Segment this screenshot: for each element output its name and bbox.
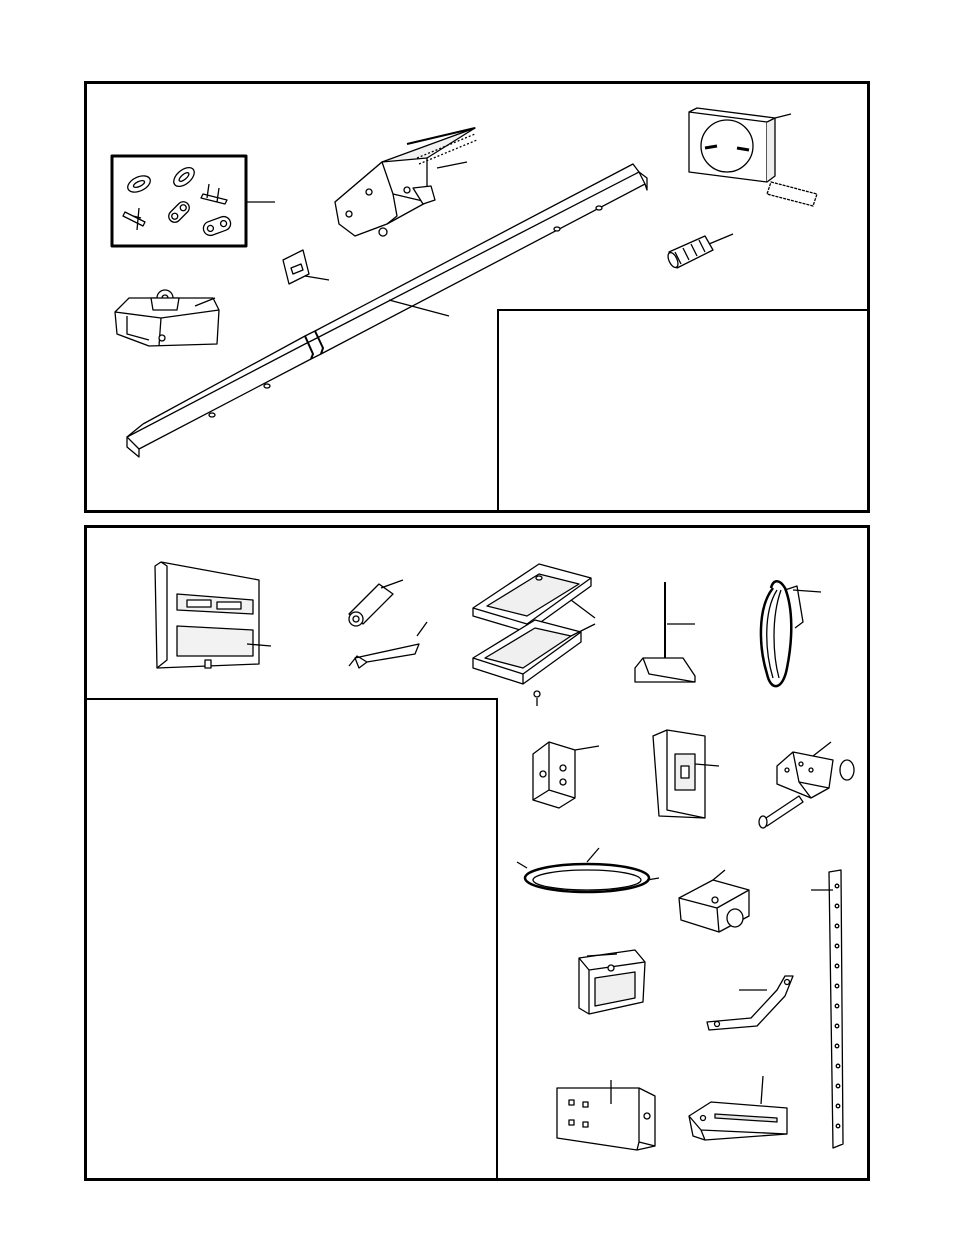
angle-bracket-a-drawing bbox=[579, 950, 645, 1014]
trolley-drawing bbox=[335, 128, 477, 236]
release-handle-drawing bbox=[635, 582, 695, 682]
door-control-drawing bbox=[155, 562, 271, 668]
chain-box-drawing bbox=[689, 108, 817, 206]
slotted-bracket-drawing bbox=[689, 1076, 787, 1140]
rail-parts-list-header bbox=[497, 309, 867, 353]
sensor-wire-drawing bbox=[517, 848, 659, 892]
bell-wire-drawing bbox=[761, 581, 821, 686]
rail-parts-list-body bbox=[497, 351, 867, 510]
door-bracket-drawing bbox=[533, 742, 599, 808]
master-link-set-drawing bbox=[112, 156, 275, 246]
hardware-list-body bbox=[87, 738, 498, 1178]
sprocket-cover-drawing bbox=[115, 290, 219, 346]
spring-drawing bbox=[666, 234, 733, 269]
trolley-clip-drawing bbox=[283, 250, 329, 284]
rail-parts-panel bbox=[84, 81, 870, 513]
hardware-panel bbox=[84, 525, 870, 1181]
hardware-list-header bbox=[87, 698, 498, 740]
header-bracket-drawing bbox=[653, 730, 719, 818]
straight-arm-drawing bbox=[811, 870, 843, 1148]
curved-arm-drawing bbox=[707, 976, 793, 1030]
clevis-bracket-drawing bbox=[759, 742, 854, 828]
safety-sensor-drawing bbox=[679, 870, 749, 932]
clip-drawing bbox=[349, 622, 427, 668]
wall-bracket-drawing bbox=[557, 1080, 655, 1150]
roller-drawing bbox=[349, 580, 403, 626]
